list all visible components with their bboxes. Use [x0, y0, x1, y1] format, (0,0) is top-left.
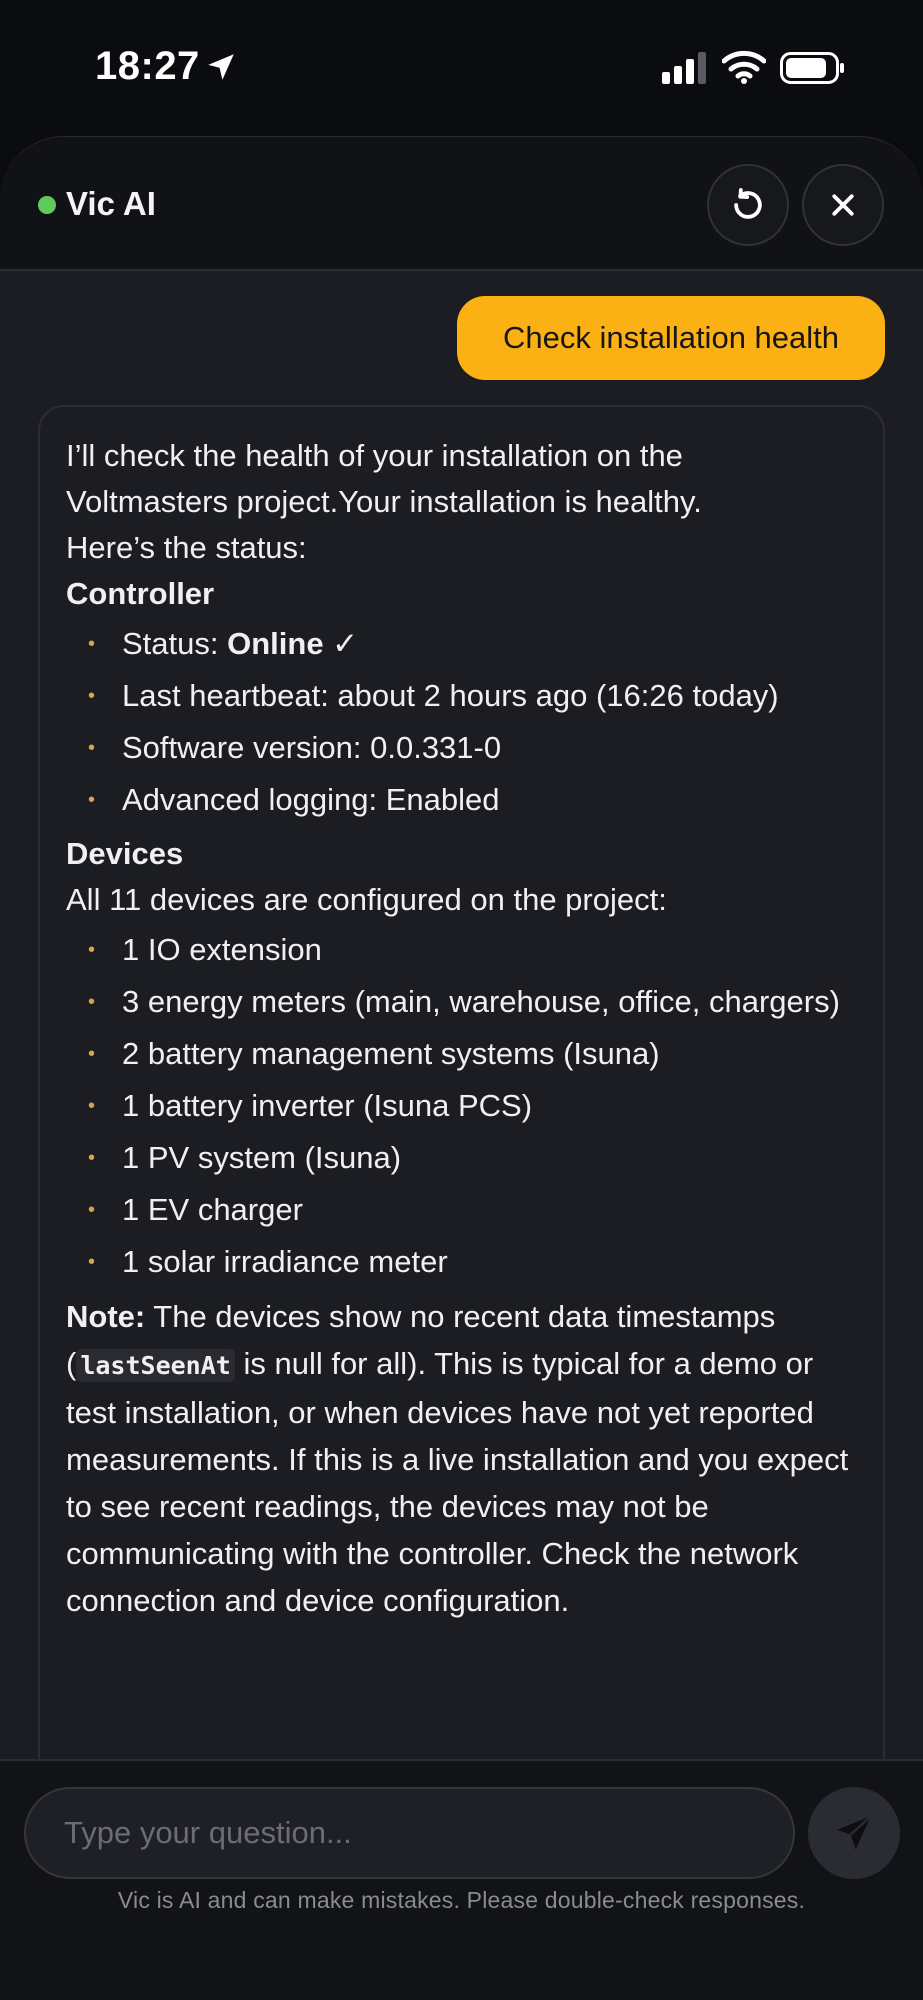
reset-icon	[729, 186, 767, 224]
list-item: • 1 solar irradiance meter	[88, 1244, 448, 1279]
question-input[interactable]	[24, 1787, 795, 1879]
battery-icon	[780, 52, 846, 84]
chat-panel	[0, 136, 923, 2000]
code-snippet: lastSeenAt	[76, 1349, 235, 1382]
devices-heading: Devices	[66, 836, 184, 871]
chat-header	[0, 137, 923, 271]
ai-disclaimer: Vic is AI and can make mistakes. Please double-check responses.	[117, 1887, 806, 1913]
note-paragraph: Note: The devices show no recent data timestamps ( lastSeenAt is null for all). This is typical for a demo or test installation, or when devices have not yet reported measurements. If this is a live installation and you expect to see recent readings, the devices may not be communicating with the controller. Check the network connection and device configuration.	[66, 1299, 849, 1618]
list-item: • 1 PV system (Isuna)	[88, 1140, 402, 1175]
send-button[interactable]	[808, 1787, 900, 1879]
location-arrow-icon	[204, 50, 238, 84]
user-message-bubble: Check installation health	[457, 296, 885, 380]
reset-chat-button[interactable]	[707, 164, 789, 246]
status-bar	[0, 0, 923, 135]
wifi-icon	[722, 50, 766, 84]
controller-heading: Controller	[66, 576, 215, 611]
assistant-title: Vic AI	[66, 185, 156, 222]
ai-response-card	[38, 405, 885, 1805]
devices-list	[66, 927, 857, 1285]
intro-text: I’ll check the health of your installation on the Voltmasters project.Your installation is healthy. Here’s the status:	[66, 438, 702, 565]
list-item: • 1 IO extension	[88, 932, 322, 967]
send-icon	[834, 1813, 874, 1853]
status-time: 18:27	[95, 44, 200, 88]
cellular-signal-icon	[662, 52, 708, 84]
online-status-dot	[38, 196, 56, 214]
list-item: • 2 battery management systems (Isuna)	[88, 1036, 660, 1071]
close-icon	[828, 190, 858, 220]
list-item: • 3 energy meters (main, warehouse, office, chargers)	[88, 984, 840, 1019]
close-chat-button[interactable]	[802, 164, 884, 246]
list-item: • Status: Online ✓	[88, 626, 359, 661]
list-item: • 1 battery inverter (Isuna PCS)	[88, 1088, 533, 1123]
composer-area	[0, 1759, 923, 2000]
ai-response-text	[66, 433, 857, 1624]
controller-list	[66, 621, 857, 823]
devices-intro: All 11 devices are configured on the project:	[66, 882, 667, 917]
list-item: • Last heartbeat: about 2 hours ago (16:26 today)	[88, 678, 779, 713]
list-item: • Software version: 0.0.331-0	[88, 730, 502, 765]
list-item: • Advanced logging: Enabled	[88, 782, 500, 817]
list-item: • 1 EV charger	[88, 1192, 303, 1227]
